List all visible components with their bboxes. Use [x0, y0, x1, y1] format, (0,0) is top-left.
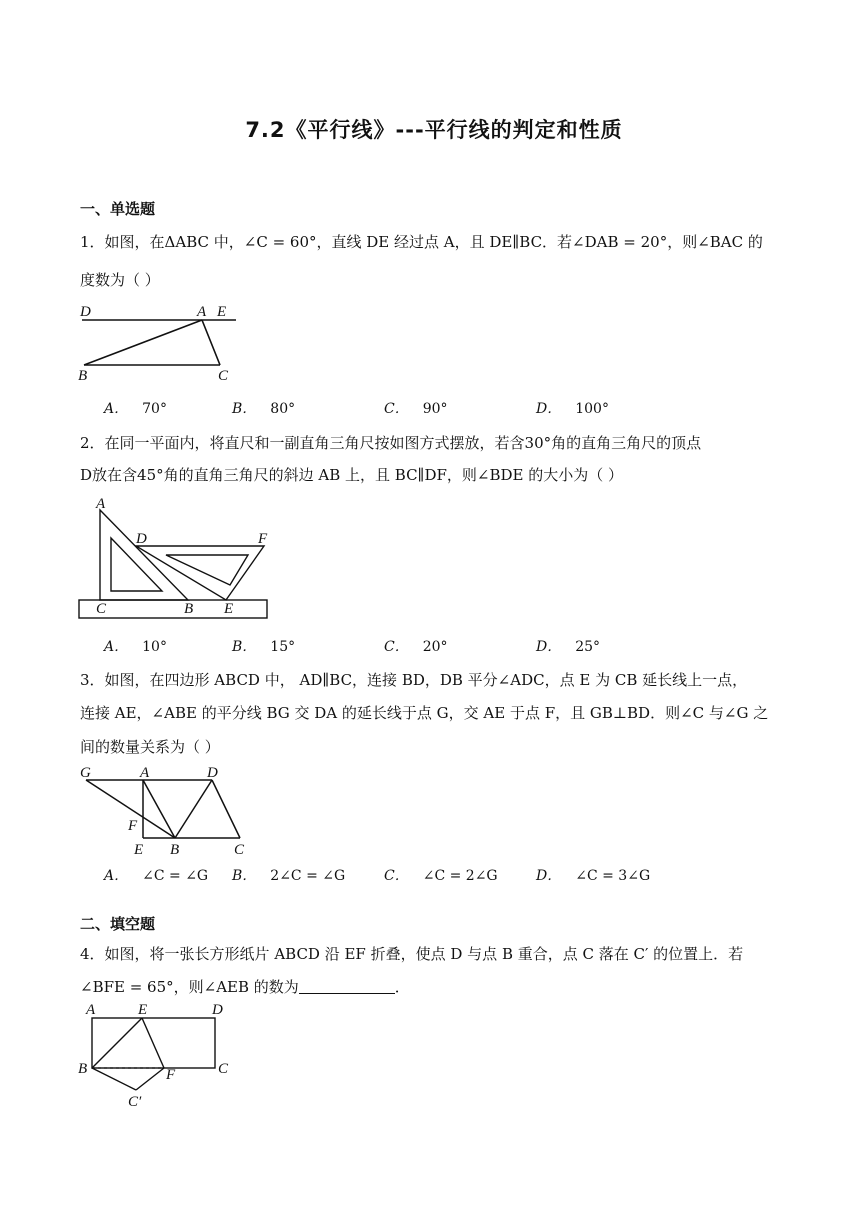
question-3-line-2: 连接 AE，∠ABE 的平分线 BG 交 DA 的延长线于点 G，交 AE 于点 F，且 GB⊥BD．则∠C 与∠G 之	[80, 704, 769, 722]
q4-label-b: B	[78, 1061, 88, 1077]
q2-option-c-text: 20°	[422, 639, 448, 655]
page-title: 7.2《平行线》---平行线的判定和性质	[245, 118, 623, 142]
q3-option-a-text: ∠C = ∠G	[142, 868, 209, 884]
answer-blank[interactable]	[299, 979, 395, 994]
q4-label-f: F	[166, 1067, 176, 1083]
q3-option-b-text: 2∠C = ∠G	[270, 868, 346, 884]
q2-label-a: A	[96, 496, 106, 512]
question-2-line-2: D放在含45°角的直角三角尺的斜边 AB 上，且 BC∥DF，则∠BDE 的大小为（ ）	[80, 466, 624, 484]
q4-label-c-prime: C′	[128, 1094, 142, 1110]
q1-option-a-text: 70°	[142, 401, 167, 417]
q3-label-a: A	[140, 765, 150, 781]
q1-label-a: A	[197, 304, 207, 320]
q4-label-c: C	[218, 1061, 229, 1077]
q4-label-a: A	[86, 1002, 96, 1018]
q3-option-d[interactable]	[536, 865, 650, 885]
q2-option-b-label: B．	[232, 639, 257, 655]
section-heading-single-choice: 一、单选题	[80, 200, 156, 218]
q2-label-d: D	[136, 531, 147, 547]
q3-option-b[interactable]	[232, 865, 345, 885]
q3-option-a[interactable]	[104, 865, 208, 885]
q1-label-e: E	[217, 304, 227, 320]
q2-option-c[interactable]	[384, 636, 448, 656]
question-1-figure	[70, 298, 250, 388]
q2-option-c-label: C．	[384, 639, 409, 655]
question-2-figure	[70, 496, 280, 624]
q2-option-a-text: 10°	[142, 639, 167, 655]
question-4-line-1: 4．如图，将一张长方形纸片 ABCD 沿 EF 折叠，使点 D 与点 B 重合，点 C 落在 C′ 的位置上．若	[80, 945, 744, 963]
q1-option-c-label: C．	[384, 401, 409, 417]
q3-label-f: F	[128, 818, 138, 834]
q3-label-b: B	[170, 842, 180, 858]
question-4-line-2	[80, 977, 410, 997]
q2-label-b: B	[184, 601, 194, 617]
question-1-line-1: 1．如图，在ΔABC 中，∠C = 60°，直线 DE 经过点 A，且 DE∥BC．若∠DAB = 20°，则∠BAC 的	[80, 233, 763, 251]
q2-label-e: E	[224, 601, 234, 617]
q3-option-d-label: D．	[536, 868, 562, 884]
q3-option-d-text: ∠C = 3∠G	[575, 868, 651, 884]
q3-option-a-label: A．	[104, 868, 129, 884]
question-1-line-2: 度数为（ ）	[80, 271, 160, 289]
q1-option-c[interactable]	[384, 398, 448, 418]
question-3-line-3: 间的数量关系为（ ）	[80, 738, 220, 756]
question-4-line-2-text: ∠BFE = 65°，则∠AEB 的数为	[80, 978, 299, 996]
q3-option-c[interactable]	[384, 865, 498, 885]
q2-option-d-label: D．	[536, 639, 562, 655]
q1-label-b: B	[78, 368, 88, 384]
q1-option-b-label: B．	[232, 401, 257, 417]
question-4-line-2-end: ．	[394, 978, 410, 996]
q1-option-c-text: 90°	[422, 401, 448, 417]
q1-option-a[interactable]	[104, 398, 167, 418]
q1-option-a-label: A．	[104, 401, 129, 417]
q1-option-d-label: D．	[536, 401, 562, 417]
q3-label-c: C	[234, 842, 245, 858]
q4-label-e: E	[138, 1002, 148, 1018]
q2-option-a-label: A．	[104, 639, 129, 655]
section-heading-fill-blank: 二、填空题	[80, 915, 156, 933]
q2-option-d-text: 25°	[575, 639, 601, 655]
q3-option-b-label: B．	[232, 868, 257, 884]
q3-option-c-text: ∠C = 2∠G	[422, 868, 498, 884]
question-3-figure	[70, 760, 260, 860]
q1-label-c: C	[218, 368, 229, 384]
q4-label-d: D	[212, 1002, 223, 1018]
q1-label-d: D	[80, 304, 91, 320]
q1-option-d[interactable]	[536, 398, 609, 418]
q2-option-b[interactable]	[232, 636, 295, 656]
q2-option-b-text: 15°	[270, 639, 296, 655]
q3-option-c-label: C．	[384, 868, 409, 884]
q3-label-e: E	[134, 842, 144, 858]
q2-label-c: C	[96, 601, 107, 617]
question-4-figure	[70, 1000, 250, 1115]
q1-option-d-text: 100°	[575, 401, 609, 417]
q2-label-f: F	[258, 531, 268, 547]
q3-label-g: G	[80, 765, 91, 781]
question-3-line-1: 3．如图，在四边形 ABCD 中， AD∥BC，连接 BD，DB 平分∠ADC，点 E 为 CB 延长线上一点，	[80, 671, 748, 689]
q2-option-d[interactable]	[536, 636, 600, 656]
q3-label-d: D	[207, 765, 218, 781]
q1-option-b-text: 80°	[270, 401, 296, 417]
question-2-line-1: 2．在同一平面内，将直尺和一副直角三角尺按如图方式摆放，若含30°角的直角三角尺的顶点	[80, 434, 702, 452]
q2-option-a[interactable]	[104, 636, 167, 656]
q1-option-b[interactable]	[232, 398, 295, 418]
